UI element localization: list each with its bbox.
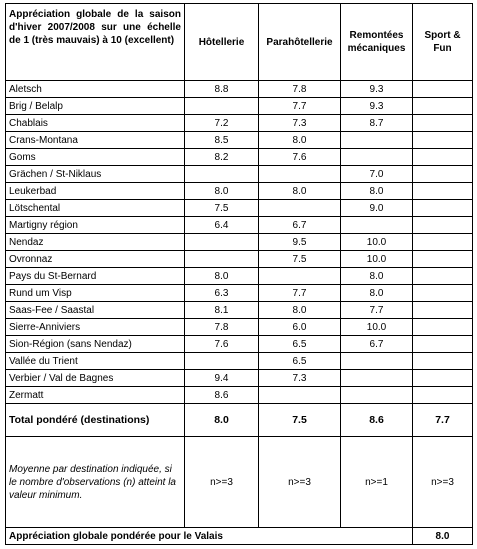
destination-name: Rund um Visp bbox=[6, 285, 185, 302]
table-row bbox=[6, 319, 473, 336]
rating-cell bbox=[413, 149, 473, 166]
ratings-table bbox=[5, 3, 473, 545]
rating-cell bbox=[413, 98, 473, 115]
table-row bbox=[6, 200, 473, 217]
rating-cell: 8.7 bbox=[341, 115, 413, 132]
table-row bbox=[6, 285, 473, 302]
rating-cell: 10.0 bbox=[341, 319, 413, 336]
total-value: 8.0 bbox=[185, 404, 259, 437]
rating-cell bbox=[341, 132, 413, 149]
rating-cell: 7.5 bbox=[185, 200, 259, 217]
rating-cell bbox=[413, 132, 473, 149]
rating-cell: 7.6 bbox=[259, 149, 341, 166]
destination-name: Sierre-Anniviers bbox=[6, 319, 185, 336]
table-row bbox=[6, 98, 473, 115]
table-row bbox=[6, 353, 473, 370]
rating-cell: 7.3 bbox=[259, 115, 341, 132]
rating-cell bbox=[413, 336, 473, 353]
rating-cell: 8.0 bbox=[185, 183, 259, 200]
table-row bbox=[6, 166, 473, 183]
rating-cell bbox=[413, 81, 473, 98]
rating-cell: 6.7 bbox=[341, 336, 413, 353]
column-header-sport-fun: Sport & Fun bbox=[413, 4, 473, 81]
rating-cell bbox=[259, 387, 341, 404]
rating-cell bbox=[341, 149, 413, 166]
rating-cell bbox=[341, 387, 413, 404]
rating-cell bbox=[341, 217, 413, 234]
table-row bbox=[6, 251, 473, 268]
rating-cell: 10.0 bbox=[341, 251, 413, 268]
table-row bbox=[6, 217, 473, 234]
rating-cell: 6.4 bbox=[185, 217, 259, 234]
rating-cell: 8.5 bbox=[185, 132, 259, 149]
rating-cell: 6.0 bbox=[259, 319, 341, 336]
destination-name: Leukerbad bbox=[6, 183, 185, 200]
rating-cell bbox=[259, 166, 341, 183]
rating-cell bbox=[413, 183, 473, 200]
rating-cell bbox=[413, 251, 473, 268]
destination-name: Vallée du Trient bbox=[6, 353, 185, 370]
rating-cell bbox=[413, 200, 473, 217]
rating-cell: 9.4 bbox=[185, 370, 259, 387]
destination-name: Aletsch bbox=[6, 81, 185, 98]
destination-name: Grächen / St-Niklaus bbox=[6, 166, 185, 183]
destination-name: Zermatt bbox=[6, 387, 185, 404]
rating-cell: 8.0 bbox=[341, 183, 413, 200]
rating-cell: 7.8 bbox=[185, 319, 259, 336]
rating-cell bbox=[413, 234, 473, 251]
rating-cell bbox=[413, 353, 473, 370]
rating-cell: 8.1 bbox=[185, 302, 259, 319]
rating-cell bbox=[413, 285, 473, 302]
destination-name: Goms bbox=[6, 149, 185, 166]
rating-cell: 9.3 bbox=[341, 98, 413, 115]
rating-cell: 6.5 bbox=[259, 336, 341, 353]
rating-cell bbox=[341, 353, 413, 370]
rating-cell: 8.0 bbox=[259, 183, 341, 200]
note-threshold: n>=3 bbox=[413, 437, 473, 528]
rating-cell: 9.5 bbox=[259, 234, 341, 251]
column-header-hotellerie: Hôtellerie bbox=[185, 4, 259, 81]
note-text: Moyenne par destination indiquée, si le nombre d'observations (n) atteint la valeur minimum. bbox=[6, 437, 185, 528]
total-row bbox=[6, 404, 473, 437]
rating-cell bbox=[413, 217, 473, 234]
table-row bbox=[6, 183, 473, 200]
rating-cell: 9.0 bbox=[341, 200, 413, 217]
rating-cell bbox=[185, 166, 259, 183]
rating-cell: 8.0 bbox=[341, 268, 413, 285]
rating-cell: 6.3 bbox=[185, 285, 259, 302]
rating-cell: 7.7 bbox=[341, 302, 413, 319]
destination-name: Chablais bbox=[6, 115, 185, 132]
table-row bbox=[6, 115, 473, 132]
rating-cell: 7.2 bbox=[185, 115, 259, 132]
table-row bbox=[6, 387, 473, 404]
destination-name: Nendaz bbox=[6, 234, 185, 251]
column-header-remontees: Remontées mécaniques bbox=[341, 4, 413, 81]
header-row bbox=[6, 4, 473, 81]
rating-cell: 8.6 bbox=[185, 387, 259, 404]
total-value: 7.5 bbox=[259, 404, 341, 437]
total-label: Total pondéré (destinations) bbox=[6, 404, 185, 437]
rating-cell bbox=[413, 319, 473, 336]
global-value: 8.0 bbox=[413, 528, 473, 545]
rating-cell bbox=[185, 353, 259, 370]
destination-name: Saas-Fee / Saastal bbox=[6, 302, 185, 319]
rating-cell: 6.5 bbox=[259, 353, 341, 370]
note-threshold: n>=1 bbox=[341, 437, 413, 528]
rating-cell bbox=[413, 302, 473, 319]
rating-cell bbox=[413, 370, 473, 387]
destination-name: Sion-Région (sans Nendaz) bbox=[6, 336, 185, 353]
table-row bbox=[6, 81, 473, 98]
total-value: 7.7 bbox=[413, 404, 473, 437]
note-threshold: n>=3 bbox=[185, 437, 259, 528]
column-header-parahotellerie: Parahôtellerie bbox=[259, 4, 341, 81]
rating-cell: 7.7 bbox=[259, 285, 341, 302]
rating-cell bbox=[185, 234, 259, 251]
table-row bbox=[6, 234, 473, 251]
rating-cell: 8.2 bbox=[185, 149, 259, 166]
rating-cell bbox=[259, 268, 341, 285]
destination-name: Verbier / Val de Bagnes bbox=[6, 370, 185, 387]
rating-cell bbox=[259, 200, 341, 217]
table-row bbox=[6, 336, 473, 353]
rating-cell bbox=[413, 268, 473, 285]
note-threshold: n>=3 bbox=[259, 437, 341, 528]
rating-cell bbox=[413, 166, 473, 183]
rating-cell: 7.5 bbox=[259, 251, 341, 268]
global-label: Appréciation globale pondérée pour le Valais bbox=[6, 528, 413, 545]
table-row bbox=[6, 149, 473, 166]
rating-cell bbox=[413, 115, 473, 132]
note-row bbox=[6, 437, 473, 528]
rating-cell: 7.8 bbox=[259, 81, 341, 98]
rating-cell bbox=[185, 98, 259, 115]
destination-name: Lötschental bbox=[6, 200, 185, 217]
rating-cell: 6.7 bbox=[259, 217, 341, 234]
rating-cell: 7.6 bbox=[185, 336, 259, 353]
destination-name: Brig / Belalp bbox=[6, 98, 185, 115]
rating-cell: 7.7 bbox=[259, 98, 341, 115]
rating-cell: 8.8 bbox=[185, 81, 259, 98]
rating-cell: 8.0 bbox=[341, 285, 413, 302]
table-row bbox=[6, 302, 473, 319]
destination-name: Crans-Montana bbox=[6, 132, 185, 149]
destination-name: Pays du St-Bernard bbox=[6, 268, 185, 285]
table-row bbox=[6, 370, 473, 387]
ratings-table-container bbox=[5, 3, 473, 545]
table-body bbox=[6, 81, 473, 404]
rating-cell: 7.0 bbox=[341, 166, 413, 183]
rating-cell bbox=[341, 370, 413, 387]
rating-cell: 10.0 bbox=[341, 234, 413, 251]
rating-cell bbox=[185, 251, 259, 268]
global-row bbox=[6, 528, 473, 545]
table-row bbox=[6, 268, 473, 285]
rating-cell: 8.0 bbox=[259, 132, 341, 149]
rating-cell: 8.0 bbox=[259, 302, 341, 319]
rating-cell: 8.0 bbox=[185, 268, 259, 285]
table-row bbox=[6, 132, 473, 149]
total-value: 8.6 bbox=[341, 404, 413, 437]
table-title: Appréciation globale de la saison d'hiver 2007/2008 sur une échelle de 1 (très mauvais) à 10 (excellent) bbox=[6, 4, 185, 81]
destination-name: Martigny région bbox=[6, 217, 185, 234]
rating-cell: 7.3 bbox=[259, 370, 341, 387]
rating-cell: 9.3 bbox=[341, 81, 413, 98]
rating-cell bbox=[413, 387, 473, 404]
destination-name: Ovronnaz bbox=[6, 251, 185, 268]
